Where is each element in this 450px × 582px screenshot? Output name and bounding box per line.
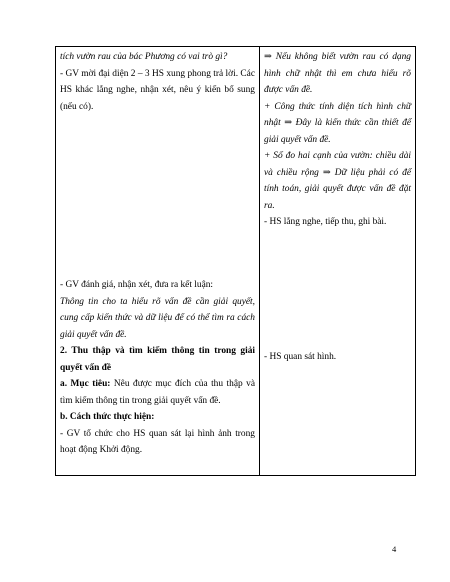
lesson-table	[55, 46, 416, 476]
hs-listen-text: - HS lắng nghe, tiếp thu, ghi bài.	[264, 217, 387, 227]
goal-label: a. Mục tiêu:	[60, 379, 111, 389]
conclusion-text: Thông tin cho ta hiểu rõ vấn đề cần giải quyết, cung cấp kiến thức và dữ liệu để có thể tìm ra cách giải quyết vấn đề.	[60, 296, 255, 340]
section-heading: 2. Thu thập và tìm kiếm thông tin trong giải quyết vấn đề	[60, 346, 255, 373]
gv-invite-text: - GV mời đại diện 2 – 3 HS xung phong trả lời. Các HS khác lắng nghe, nhận xét, nêu ý kiến bổ sung (nếu có).	[60, 68, 255, 112]
answer-line-2: + Công thức tính diện tích hình chữ nhật ⇒ Đây là kiến thức cần thiết để giải quyết vấn đề.	[264, 101, 411, 145]
table-row	[56, 47, 416, 476]
goal-paragraph	[60, 376, 255, 409]
goal-text: Nêu được mục đích của thu thập và tìm kiếm thông tin trong giải quyết vấn đề.	[60, 379, 255, 406]
page-number: 4	[392, 544, 397, 554]
hs-observe-text: - HS quan sát hình.	[264, 351, 337, 362]
student-activity-cell	[260, 47, 416, 476]
teacher-activity-cell	[56, 47, 260, 476]
method-text: - GV tổ chức cho HS quan sát lại hình ảnh trong hoạt động Khởi động.	[60, 428, 255, 455]
gv-evaluate-text: - GV đánh giá, nhận xét, đưa ra kết luận:	[60, 280, 214, 290]
question-text: tích vườn rau của bác Phương có vai trò gì?	[60, 52, 228, 62]
method-label: b. Cách thức thực hiện:	[60, 412, 155, 422]
answer-line-1: ⇒ Nếu không biết vườn rau có dạng hình chữ nhật thì em chưa hiểu rõ được vấn đề.	[264, 52, 411, 95]
answer-line-3: + Số đo hai cạnh của vườn: chiều dài và chiều rộng ⇒ Dữ liệu phải có để tính toán, giải quyết được vấn đề đặt ra.	[264, 151, 411, 211]
